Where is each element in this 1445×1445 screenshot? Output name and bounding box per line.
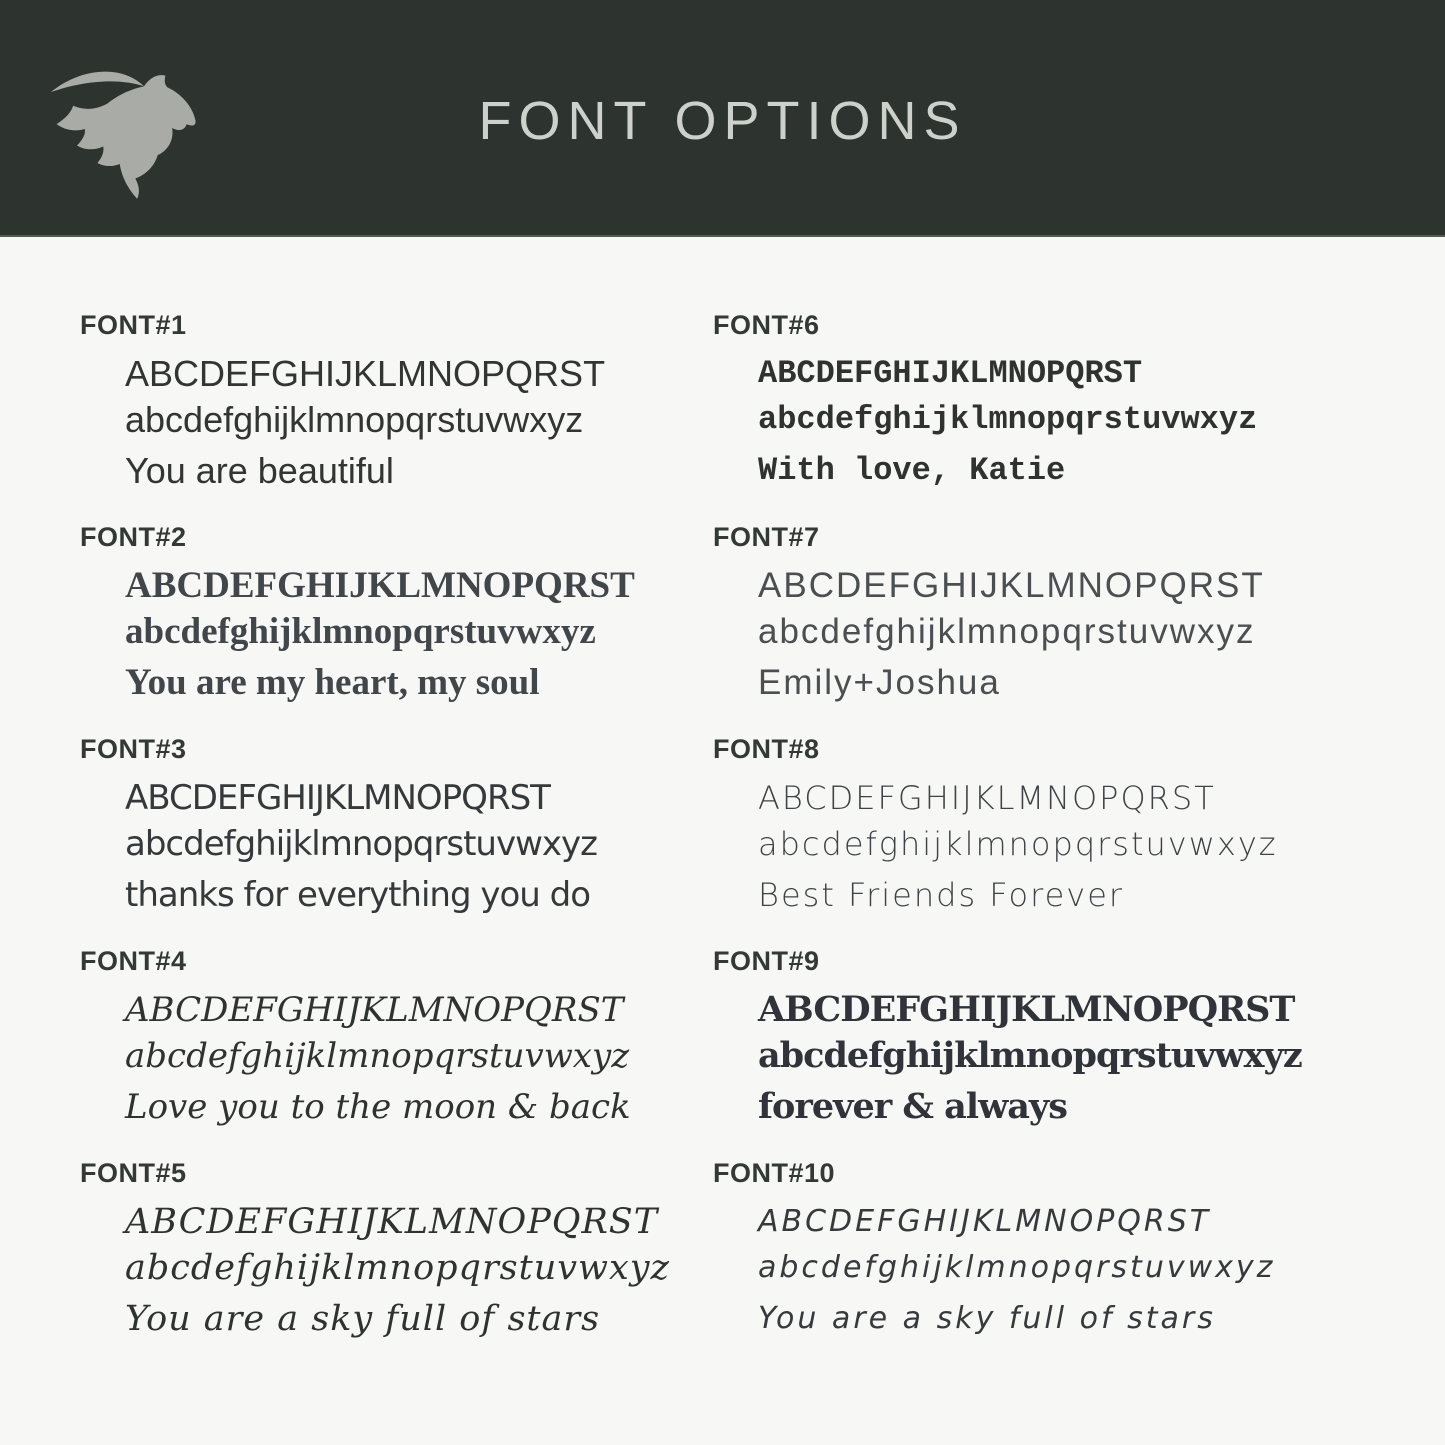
font-option-5 [80,1158,713,1370]
font-label: FONT#4 [80,946,187,976]
font-lowercase-sample: abcdefghijklmnopqrstuvwxyz [125,611,596,652]
font-uppercase-sample: ABCDEFGHIJKLMNOPQRST [125,778,550,818]
font-option-4 [80,946,713,1158]
font-phrase-sample: thanks for everything you do [125,875,591,915]
font-option-9 [713,946,1405,1158]
font-lowercase-sample: abcdefghijklmnopqrstuvwxyz [758,1035,1302,1076]
font-lowercase-sample: abcdefghijklmnopqrstuvwxyz [758,1250,1276,1285]
font-option-3 [80,734,713,946]
header-banner [0,0,1445,237]
font-lowercase-sample: abcdefghijklmnopqrstuvwxyz [758,825,1278,863]
font-lowercase-sample: abcdefghijklmnopqrstuvwxyz [758,612,1256,651]
font-lowercase-sample: abcdefghijklmnopqrstuvwxyz [125,399,584,440]
font-phrase-sample: You are my heart, my soul [125,662,540,703]
font-label: FONT#7 [713,522,820,552]
font-phrase-sample: You are beautiful [125,450,394,491]
font-lowercase-sample: abcdefghijklmnopqrstuvwxyz [125,824,597,864]
font-uppercase-sample: ABCDEFGHIJKLMNOPQRST [758,1204,1212,1239]
font-options-list [0,237,1445,1370]
font-lowercase-sample: abcdefghijklmnopqrstuvwxyz [125,1248,670,1288]
font-phrase-sample: You are a sky full of stars [758,1301,1216,1336]
font-uppercase-sample: ABCDEFGHIJKLMNOPQRST [125,353,606,394]
font-label: FONT#10 [713,1158,836,1188]
font-label: FONT#2 [80,522,187,552]
font-phrase-sample: With love, Katie [758,452,1066,489]
font-label: FONT#8 [713,734,820,764]
font-phrase-sample: forever & always [758,1086,1067,1127]
font-label: FONT#5 [80,1158,187,1188]
font-uppercase-sample: ABCDEFGHIJKLMNOPQRST [125,1202,659,1242]
font-option-2 [80,522,713,734]
font-uppercase-sample: ABCDEFGHIJKLMNOPQRST [758,355,1143,392]
font-uppercase-sample: ABCDEFGHIJKLMNOPQRST [758,779,1216,817]
font-phrase-sample: Best Friends Forever [758,876,1125,914]
font-phrase-sample: Love you to the moon & back [125,1087,631,1127]
font-option-6 [713,310,1405,522]
page-title: FONT OPTIONS [478,90,967,151]
font-uppercase-sample: ABCDEFGHIJKLMNOPQRST [758,566,1265,605]
font-uppercase-sample: ABCDEFGHIJKLMNOPQRST [125,990,624,1030]
font-option-8 [713,734,1405,946]
font-option-1 [80,310,713,522]
font-label: FONT#1 [80,310,187,340]
font-option-7 [713,522,1405,734]
font-phrase-sample: You are a sky full of stars [125,1299,601,1339]
font-lowercase-sample: abcdefghijklmnopqrstuvwxyz [758,401,1258,438]
font-option-10 [713,1158,1405,1370]
font-lowercase-sample: abcdefghijklmnopqrstuvwxyz [125,1036,630,1076]
pegasus-winged-horse-icon [45,55,210,205]
font-uppercase-sample: ABCDEFGHIJKLMNOPQRST [125,565,635,606]
font-phrase-sample: Emily+Joshua [758,663,1001,702]
font-label: FONT#3 [80,734,187,764]
font-uppercase-sample: ABCDEFGHIJKLMNOPQRST [758,989,1295,1030]
font-label: FONT#9 [713,946,820,976]
font-label: FONT#6 [713,310,820,340]
